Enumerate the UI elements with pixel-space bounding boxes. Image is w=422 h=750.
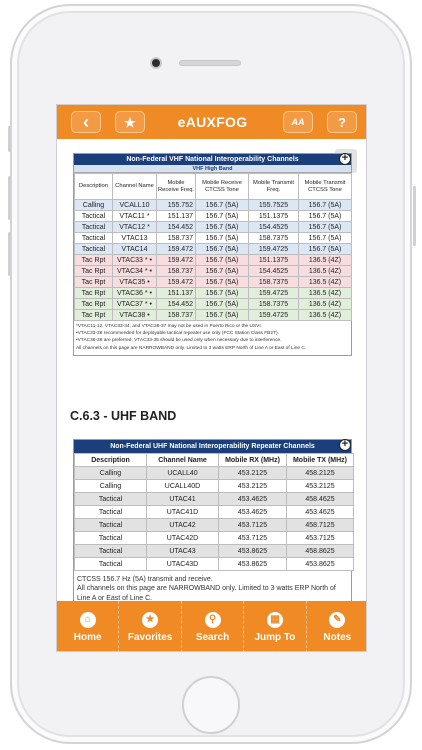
note: •VTAC36-38 are preferred; VTAC33-35 should be used only when necessary due to interference. xyxy=(76,338,282,344)
table-cell: 151.1375 xyxy=(249,255,299,266)
column-header: Mobile Receive Freq. xyxy=(157,174,196,200)
table-cell: 453.8625 xyxy=(219,558,287,571)
table-cell: 156.7 (5A) xyxy=(299,233,352,244)
power-button xyxy=(413,186,416,246)
pencil-icon: ✎ xyxy=(329,612,345,628)
table-cell: 453.7125 xyxy=(219,532,287,545)
table-cell: UTAC41D xyxy=(147,506,219,519)
home-icon: ⌂ xyxy=(80,612,96,628)
table-cell: 453.2125 xyxy=(287,480,354,493)
table-cell: 158.737 xyxy=(157,266,196,277)
table-cell: 156.7 (5A) xyxy=(196,266,249,277)
table-cell: 158.737 xyxy=(157,310,196,321)
table-cell: VTAC14 xyxy=(113,244,157,255)
table-cell: UTAC43 xyxy=(147,545,219,558)
section-heading: C.6.3 - UHF BAND xyxy=(70,409,177,423)
table-cell: Calling xyxy=(75,467,147,480)
table-cell: Tac Rpt xyxy=(75,255,113,266)
table-row xyxy=(75,506,354,519)
table-cell: 156.7 (5A) xyxy=(299,222,352,233)
table-cell: UTAC42D xyxy=(147,532,219,545)
font-size-button[interactable] xyxy=(283,111,313,133)
table-cell: 156.7 (5A) xyxy=(196,233,249,244)
column-header: Mobile Transmit CTCSS Tone xyxy=(299,174,352,200)
note: CTCSS 156.7 Hz (5A) transmit and receive. xyxy=(77,576,213,583)
table-cell: VTAC33 * • xyxy=(113,255,157,266)
table-cell: VTAC34 * • xyxy=(113,266,157,277)
note: All channels on this page are NARROWBAND only. Limited to 3 watts ERP North of Line A or East of Line C. xyxy=(77,585,336,601)
table-cell: 453.4625 xyxy=(287,506,354,519)
column-header: Channel Name xyxy=(113,174,157,200)
tab-search[interactable] xyxy=(182,601,244,652)
note: All channels on this page are NARROWBAND only. Limited to 3 watts ERP North of Line A or East of Line C. xyxy=(76,345,307,351)
table-cell: 156.7 (5A) xyxy=(196,310,249,321)
table-row xyxy=(75,299,352,310)
app-screen xyxy=(56,104,367,652)
table-cell: 159.4725 xyxy=(249,310,299,321)
table-row xyxy=(75,310,352,321)
font-size-icon: AA xyxy=(291,116,305,127)
table-header-row xyxy=(75,174,352,200)
table-cell: 453.2125 xyxy=(219,480,287,493)
table-subtitle: VHF High Band xyxy=(74,165,351,173)
table-cell: 156.7 (5A) xyxy=(196,244,249,255)
table-cell: VTAC38 • xyxy=(113,310,157,321)
table-cell: Tactical xyxy=(75,222,113,233)
table-row xyxy=(75,288,352,299)
bottom-tab-bar xyxy=(57,601,367,652)
table-title: Non-Federal UHF National Interoperability Repeater Channels xyxy=(74,440,351,453)
expand-table-button[interactable]: + xyxy=(339,153,351,165)
column-header: Mobile RX (MHz) xyxy=(219,454,287,467)
column-header: Mobile Receive CTCSS Tone xyxy=(196,174,249,200)
table-cell: Tactical xyxy=(75,233,113,244)
table-row xyxy=(75,233,352,244)
table-notes xyxy=(74,321,351,355)
table-cell: 154.4525 xyxy=(249,266,299,277)
vhf-channels-table xyxy=(73,153,352,356)
table-title: Non-Federal VHF National Interoperability Channels xyxy=(74,154,351,165)
table-cell: 156.7 (5A) xyxy=(299,211,352,222)
table-cell: 159.472 xyxy=(157,277,196,288)
table-cell: 136.5 (4Z) xyxy=(299,299,352,310)
table-cell: VCALL10 xyxy=(113,200,157,211)
tab-home[interactable] xyxy=(57,601,119,652)
table-cell: Tac Rpt xyxy=(75,310,113,321)
table-cell: 156.7 (5A) xyxy=(196,255,249,266)
tab-notes[interactable] xyxy=(307,601,367,652)
table-cell: 151.1375 xyxy=(249,211,299,222)
table-row xyxy=(75,532,354,545)
table-row xyxy=(75,222,352,233)
table-cell: VTAC36 * • xyxy=(113,288,157,299)
table-cell: 156.7 (5A) xyxy=(299,200,352,211)
table-row xyxy=(75,266,352,277)
star-icon: ★ xyxy=(142,612,158,628)
help-button[interactable] xyxy=(327,111,357,133)
table-cell: VTAC11 * xyxy=(113,211,157,222)
table-notes xyxy=(74,571,351,601)
table-cell: 154.452 xyxy=(157,222,196,233)
table-cell: Tactical xyxy=(75,506,147,519)
table-header-row xyxy=(75,454,354,467)
table-cell: 159.472 xyxy=(157,255,196,266)
app-title: eAUXFOG xyxy=(177,114,248,130)
table-cell: 453.4625 xyxy=(219,493,287,506)
volume-down-button xyxy=(8,232,11,276)
table-row xyxy=(75,200,352,211)
table-cell: 458.8625 xyxy=(287,545,354,558)
table-row xyxy=(75,558,354,571)
tab-label: Search xyxy=(195,631,230,643)
table-cell: VTAC12 * xyxy=(113,222,157,233)
table-cell: UCALL40 xyxy=(147,467,219,480)
table-cell: Tac Rpt xyxy=(75,277,113,288)
table-cell: VTAC13 xyxy=(113,233,157,244)
table-cell: 158.737 xyxy=(157,233,196,244)
table-cell: Tactical xyxy=(75,558,147,571)
table-cell: VTAC35 • xyxy=(113,277,157,288)
mute-switch xyxy=(8,126,11,152)
table-cell: UCALL40D xyxy=(147,480,219,493)
table-cell: 156.7 (5A) xyxy=(196,288,249,299)
table-cell: Tac Rpt xyxy=(75,266,113,277)
table-cell: UTAC41 xyxy=(147,493,219,506)
column-header: Description xyxy=(75,454,147,467)
table-cell: 136.5 (4Z) xyxy=(299,255,352,266)
top-navigation-bar xyxy=(57,105,367,139)
tab-label: Home xyxy=(73,631,102,643)
table-cell: 136.5 (4Z) xyxy=(299,277,352,288)
table-row xyxy=(75,277,352,288)
table-cell: 156.7 (5A) xyxy=(196,222,249,233)
note: *VTAC11-12, VTAC33-34, and VTAC36-37 may not be used in Puerto Rico or the USVI. xyxy=(76,324,263,329)
table-cell: Tactical xyxy=(75,211,113,222)
question-icon: ? xyxy=(338,114,346,130)
table-cell: 158.7375 xyxy=(249,299,299,310)
table-cell: 156.7 (5A) xyxy=(196,211,249,222)
earpiece-speaker xyxy=(179,60,241,66)
column-header: Mobile TX (MHz) xyxy=(287,454,354,467)
table-cell: 154.452 xyxy=(157,299,196,310)
table-cell: 453.4625 xyxy=(219,506,287,519)
table-cell: 151.137 xyxy=(157,211,196,222)
table-cell: UTAC42 xyxy=(147,519,219,532)
table-cell: Tactical xyxy=(75,545,147,558)
column-header: Description xyxy=(75,174,113,200)
table-row xyxy=(75,493,354,506)
volume-up-button xyxy=(8,176,11,220)
table-cell: 453.8625 xyxy=(287,558,354,571)
table-cell: Tac Rpt xyxy=(75,299,113,310)
table-cell: UTAC43D xyxy=(147,558,219,571)
table-row xyxy=(75,480,354,493)
tab-jump-to[interactable] xyxy=(244,601,306,652)
table-cell: Tactical xyxy=(75,519,147,532)
table-cell: 154.4525 xyxy=(249,222,299,233)
column-header: Channel Name xyxy=(147,454,219,467)
table-cell: 458.4625 xyxy=(287,493,354,506)
table-cell: 155.7525 xyxy=(249,200,299,211)
table-cell: 453.2125 xyxy=(219,467,287,480)
table-cell: 156.7 (5A) xyxy=(196,277,249,288)
note: •VTAC33-38 recommended for deployable tactical repeater use only (FCC Station Class FB2T). xyxy=(76,331,279,337)
table-cell: 453.7125 xyxy=(287,532,354,545)
grid-icon: ▦ xyxy=(267,612,283,628)
table-cell: 453.8625 xyxy=(219,545,287,558)
table-cell: Tactical xyxy=(75,532,147,545)
tab-label: Jump To xyxy=(254,631,296,643)
table-row xyxy=(75,545,354,558)
home-button xyxy=(182,676,240,734)
favorite-button[interactable] xyxy=(115,111,145,133)
table-cell: Calling xyxy=(75,480,147,493)
table-cell: 159.4725 xyxy=(249,244,299,255)
table-row xyxy=(75,467,354,480)
table-row xyxy=(75,244,352,255)
table-cell: Tac Rpt xyxy=(75,288,113,299)
table-cell: 158.7375 xyxy=(249,277,299,288)
expand-table-button[interactable]: + xyxy=(339,439,351,451)
table-cell: 136.5 (4Z) xyxy=(299,266,352,277)
table-cell: 136.5 (4Z) xyxy=(299,288,352,299)
table-cell: Calling xyxy=(75,200,113,211)
table-row xyxy=(75,255,352,266)
table-cell: VTAC37 * • xyxy=(113,299,157,310)
uhf-channels-table xyxy=(73,439,352,601)
tab-label: Notes xyxy=(323,631,352,643)
table-cell: 159.4725 xyxy=(249,288,299,299)
table-row xyxy=(75,519,354,532)
table-cell: Tactical xyxy=(75,493,147,506)
chevron-left-icon: ‹ xyxy=(83,112,89,132)
table-cell: 156.7 (5A) xyxy=(196,200,249,211)
table-cell: 458.7125 xyxy=(287,519,354,532)
table-cell: 159.472 xyxy=(157,244,196,255)
page-content[interactable] xyxy=(57,139,367,601)
table-cell: Tactical xyxy=(75,244,113,255)
table-cell: 156.7 (5A) xyxy=(196,299,249,310)
table-cell: 151.137 xyxy=(157,288,196,299)
tab-label: Favorites xyxy=(127,631,173,643)
table-cell: 458.2125 xyxy=(287,467,354,480)
back-button[interactable] xyxy=(71,111,101,133)
tab-favorites[interactable] xyxy=(119,601,181,652)
front-camera xyxy=(150,57,162,69)
column-header: Mobile Transmit Freq. xyxy=(249,174,299,200)
search-icon: ⚲ xyxy=(205,612,221,628)
table-cell: 136.5 (4Z) xyxy=(299,310,352,321)
table-cell: 158.7375 xyxy=(249,233,299,244)
table-cell: 453.7125 xyxy=(219,519,287,532)
table-cell: 156.7 (5A) xyxy=(299,244,352,255)
star-icon: ★ xyxy=(124,114,136,130)
table-cell: 155.752 xyxy=(157,200,196,211)
table-row xyxy=(75,211,352,222)
